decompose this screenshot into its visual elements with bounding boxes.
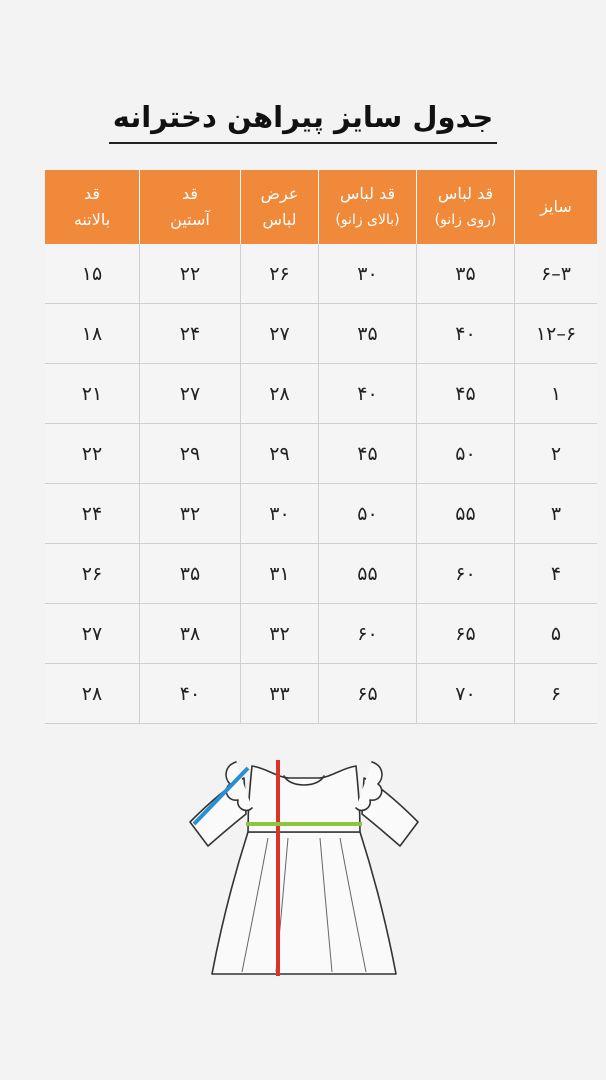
header-label: عرض [260, 184, 299, 203]
table-cell: ۳۸ [140, 604, 241, 664]
table-cell: ۷۰ [417, 664, 515, 724]
table-cell: ۲۱ [45, 364, 140, 424]
table-cell: ۲۷ [45, 604, 140, 664]
table-cell: ۵۵ [417, 484, 515, 544]
header-sleeve [140, 170, 241, 244]
table-cell: ۱۵ [45, 244, 140, 304]
table-cell: ۱ [515, 364, 598, 424]
table-cell: ۲۶ [45, 544, 140, 604]
header-label: قد [181, 184, 199, 203]
title-wrap [0, 100, 606, 144]
table-cell: ۳۱ [241, 544, 319, 604]
table-row [45, 304, 597, 364]
table-cell: ۲۴ [140, 304, 241, 364]
table-cell: ۶ [515, 664, 598, 724]
dress-illustration [180, 742, 430, 992]
table-cell: ۵ [515, 604, 598, 664]
page-title: جدول سایز پیراهن دخترانه [109, 100, 497, 144]
table-cell: ۴۰ [140, 664, 241, 724]
table-cell: ۲۸ [45, 664, 140, 724]
header-sublabel: (بالای زانو) [335, 212, 400, 228]
table-cell: ۲ [515, 424, 598, 484]
table-cell: ۳۳ [241, 664, 319, 724]
table-cell: ۵۰ [319, 484, 417, 544]
table-row [45, 544, 597, 604]
table-row [45, 364, 597, 424]
table-cell: ۲۹ [140, 424, 241, 484]
header-length-above-knee [319, 170, 417, 244]
header-length-knee [417, 170, 515, 244]
table-cell: ۴۰ [417, 304, 515, 364]
table-cell: ۲۹ [241, 424, 319, 484]
table-cell: ۳۵ [140, 544, 241, 604]
table-cell: ۲۷ [241, 304, 319, 364]
header-size [515, 170, 598, 244]
header-label: قد لباس [437, 184, 494, 203]
header-sublabel: (روی زانو) [434, 212, 497, 228]
table-cell: ۲۴ [45, 484, 140, 544]
table-cell: ۴۰ [319, 364, 417, 424]
header-label-2: لباس [262, 210, 297, 229]
table-cell: ۳۵ [319, 304, 417, 364]
size-table [45, 170, 597, 724]
table-row [45, 484, 597, 544]
table-cell: ۶۰ [319, 604, 417, 664]
table-cell: ۲۲ [140, 244, 241, 304]
table-row [45, 244, 597, 304]
table-cell: ۲۸ [241, 364, 319, 424]
table-row [45, 664, 597, 724]
table-header-row [45, 170, 597, 244]
table-cell: ۴ [515, 544, 598, 604]
table-cell: ۲۷ [140, 364, 241, 424]
table-cell: ۳۲ [241, 604, 319, 664]
table-cell: ۶۵ [319, 664, 417, 724]
header-label-2: آستین [170, 210, 210, 229]
header-label-2: بالاتنه [73, 210, 111, 229]
table-body [45, 244, 597, 724]
table-cell: ۶–۱۲ [515, 304, 598, 364]
size-table-wrap [45, 170, 577, 724]
table-cell: ۳۰ [319, 244, 417, 304]
table-cell: ۴۵ [417, 364, 515, 424]
table-cell: ۳ [515, 484, 598, 544]
table-cell: ۳–۶ [515, 244, 598, 304]
table-cell: ۵۵ [319, 544, 417, 604]
table-cell: ۳۵ [417, 244, 515, 304]
table-cell: ۱۸ [45, 304, 140, 364]
header-width [241, 170, 319, 244]
header-label: قد لباس [339, 184, 396, 203]
table-cell: ۲۶ [241, 244, 319, 304]
dress-illustration-icon [180, 742, 430, 992]
table-cell: ۲۲ [45, 424, 140, 484]
table-cell: ۳۰ [241, 484, 319, 544]
header-bodice [45, 170, 140, 244]
header-label: سایز [540, 197, 572, 216]
table-cell: ۳۲ [140, 484, 241, 544]
table-cell: ۵۰ [417, 424, 515, 484]
table-cell: ۶۰ [417, 544, 515, 604]
table-row [45, 604, 597, 664]
skirt [212, 832, 396, 974]
table-cell: ۶۵ [417, 604, 515, 664]
table-cell: ۴۵ [319, 424, 417, 484]
header-label: قد [83, 184, 101, 203]
table-row [45, 424, 597, 484]
